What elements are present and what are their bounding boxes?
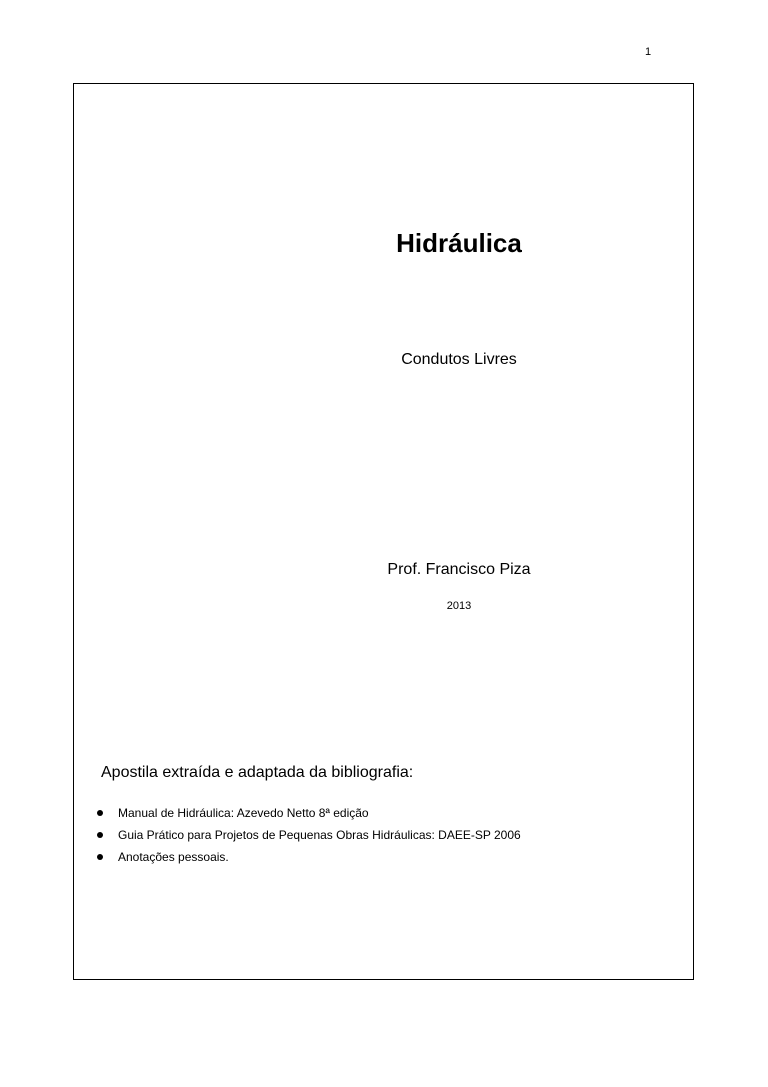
bibliography-list [92, 802, 521, 868]
bullet-icon [97, 832, 103, 838]
bibliography-item [92, 802, 521, 824]
bibliography-item-text: Anotações pessoais. [118, 850, 229, 864]
bibliography-item-text: Manual de Hidráulica: Azevedo Netto 8ª edição [118, 806, 369, 820]
author-name: Prof. Francisco Piza [387, 561, 531, 578]
page-number: 1 [645, 46, 652, 58]
bibliography-heading: Apostila extraída e adaptada da bibliografia: [101, 764, 414, 781]
document-title: Hidráulica [396, 228, 522, 258]
bibliography-item [92, 846, 521, 868]
bullet-icon [97, 810, 103, 816]
bibliography-item [92, 824, 521, 846]
bibliography-item-text: Guia Prático para Projetos de Pequenas Obras Hidráulicas: DAEE-SP 2006 [118, 828, 521, 842]
bullet-icon [97, 854, 103, 860]
document-subtitle: Condutos Livres [401, 351, 517, 368]
publication-year: 2013 [446, 600, 472, 612]
